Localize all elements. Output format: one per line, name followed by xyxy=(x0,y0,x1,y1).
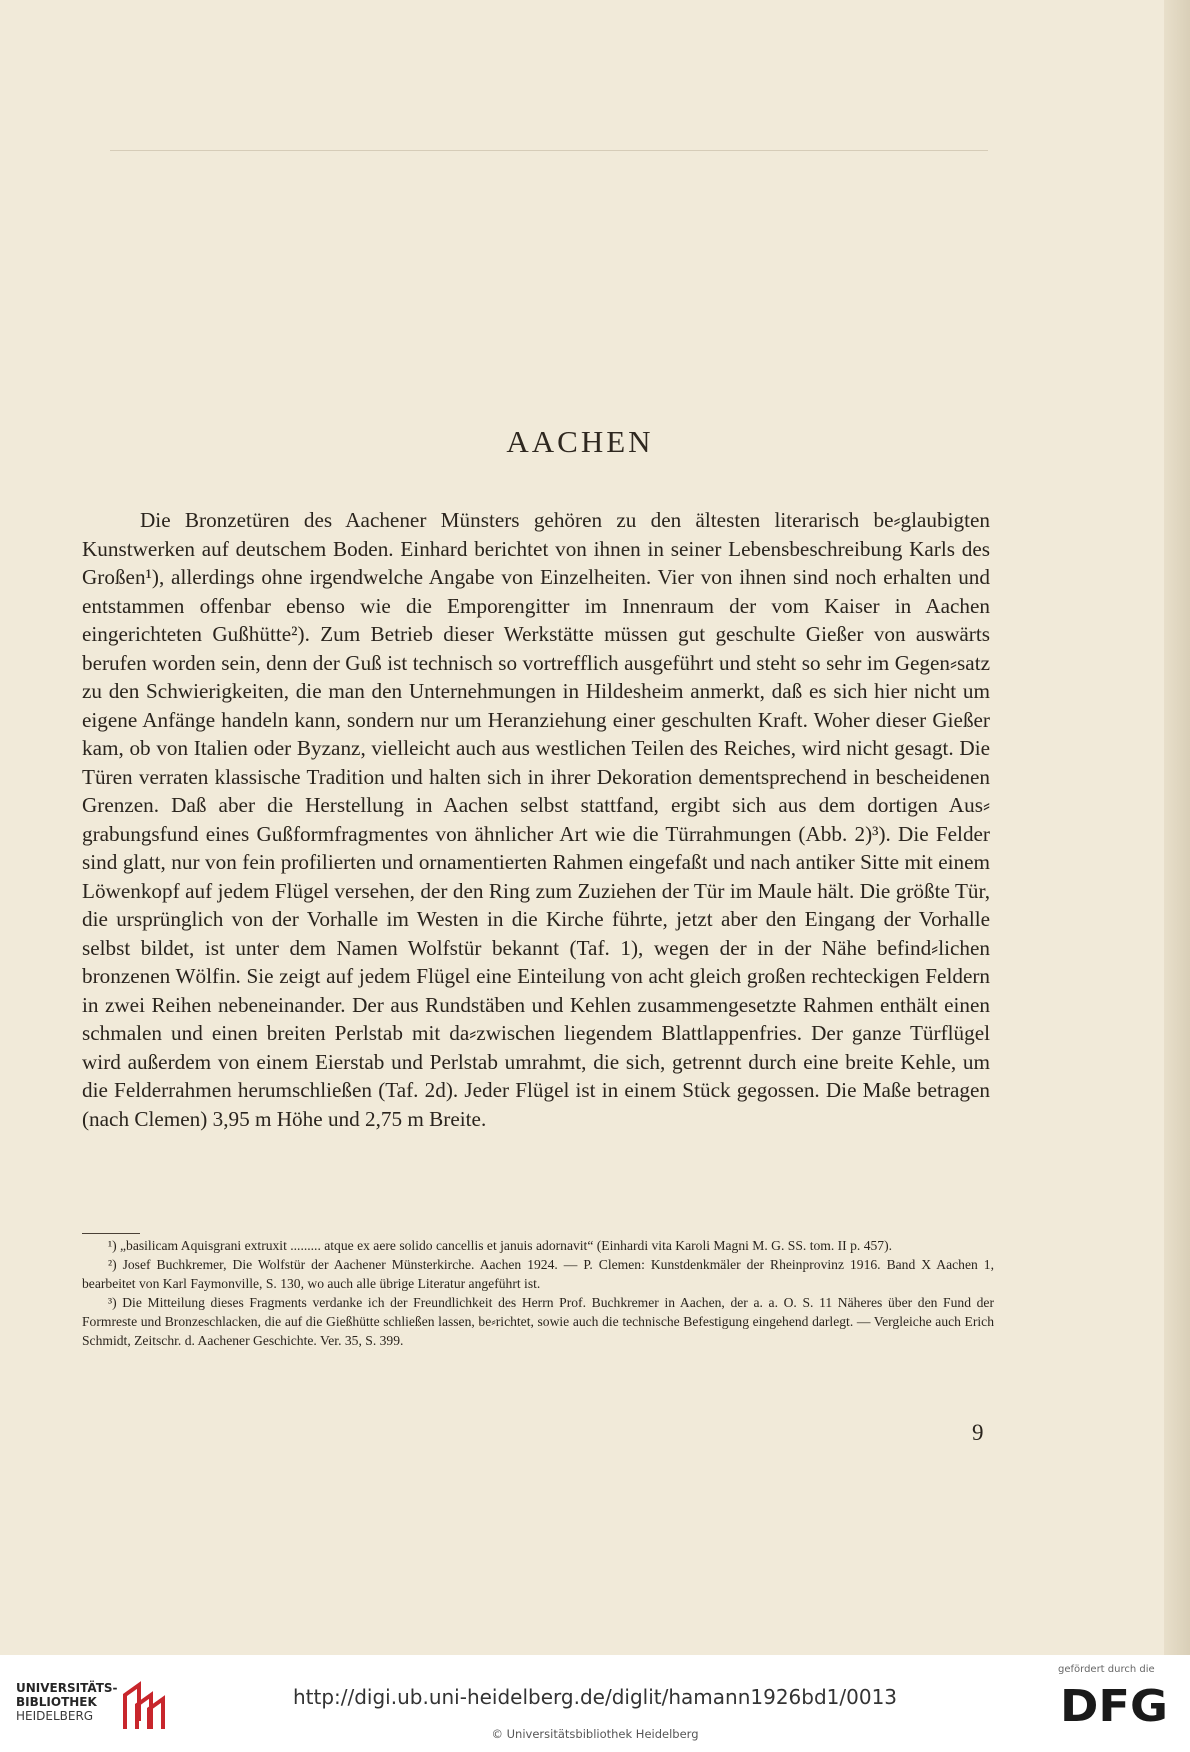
page-title: AACHEN xyxy=(506,424,654,459)
footnote-2: ²) Josef Buchkremer, Die Wolfstür der Aachener Münsterkirche. Aachen 1924. — P. Clemen: Kunstdenkmäler der Rheinprovinz 1916. Band X Aachen 1, bearbeitet von Karl Faymonville, S. 130, wo auch alle übrige Literatur angeführt ist. xyxy=(82,1257,994,1291)
library-name-line3: HEIDELBERG xyxy=(16,1709,94,1723)
page-edge xyxy=(1164,0,1190,1655)
footnote-3: ³) Die Mitteilung dieses Fragments verdanke ich der Freundlichkeit des Herrn Prof. Buchkremer in Aachen, der a. a. O. S. 11 Näheres über den Fund der Formreste und Bronzeschlacken, die auf die Gießhütte schließen lassen, be⸗richtet, sowie auch die technische Befestigung eingehend darlegt. — Vergleiche auch Erich Schmidt, Zeitschr. d. Aachener Geschichte. Ver. 35, S. 399. xyxy=(82,1295,994,1348)
footnote-rule xyxy=(82,1233,140,1234)
body-paragraph: Die Bronzetüren des Aachener Münsters gehören zu den ältesten literarisch be⸗glaubigten Kunstwerken auf deutschem Boden. Einhard berichtet von ihnen in seiner Lebensbeschreibung Karls des Großen¹), allerdings ohne irgendwelche Angabe von Einzelheiten. Vier von ihnen sind noch erhalten und entstammen offenbar ebenso wie die Emporengitter im Innenraum der vom Kaiser in Aachen eingerichteten Gußhütte²). Zum Betrieb dieser Werkstätte müssen gut geschulte Gießer von auswärts berufen worden sein, denn der Guß ist technisch so vortrefflich ausgeführt und steht so sehr im Gegen⸗satz zu den Schwierigkeiten, die man den Unternehmungen in Hildesheim anmerkt, daß es sich hier nicht um eigene Anfänge handeln kann, sondern nur um Heranziehung einer geschulten Kraft. Woher dieser Gießer kam, ob von Italien oder Byzanz, vielleicht auch aus westlichen Teilen des Reiches, wird nicht gesagt. Die Türen verraten klassische Tradition und halten sich in ihrer Dekoration dementsprechend in bescheidenen Grenzen. Daß aber die Herstellung in Aachen selbst stattfand, ergibt sich aus dem dortigen Aus⸗grabungsfund eines Gußformfragmentes von ähnlicher Art wie die Türrahmungen (Abb. 2)³). Die Felder sind glatt, nur von fein profilierten und ornamentierten Rahmen eingefaßt und nach antiker Sitte mit einem Löwenkopf auf jedem Flügel versehen, der den Ring zum Zuziehen der Tür im Maule hält. Die größte Tür, die ursprünglich von der Vorhalle im Westen in die Kirche führte, jetzt aber den Eingang der Vorhalle selbst bildet, ist unter dem Namen Wolfstür bekannt (Taf. 1), wegen der in der Nähe befind⸗lichen bronzenen Wölfin. Sie zeigt auf jedem Flügel eine Einteilung von acht gleich großen rechteckigen Feldern in zwei Reihen nebeneinander. Der aus Rundstäben und Kehlen zusammengesetzte Rahmen enthält einen schmalen und einen breiten Perlstab mit da⸗zwischen liegendem Blattlappenfries. Der ganze Türflügel wird außerdem von einem Eierstab und Perlstab umrahmt, die sich, getrennt durch eine breite Kehle, um die Felderrahmen herumschließen (Taf. 2d). Jeder Flügel ist in einem Stück gegossen. Die Maße betragen (nach Clemen) 3,95 m Höhe und 2,75 m Breite. xyxy=(82,508,990,1131)
library-name-line1: UNIVERSITÄTS- xyxy=(16,1681,118,1695)
show-through-rule xyxy=(110,150,988,151)
copyright-notice: © Universitätsbibliothek Heidelberg xyxy=(491,1727,699,1741)
dfg-logo[interactable] xyxy=(1060,1681,1170,1729)
dfg-logo-text: DFG xyxy=(1060,1681,1168,1729)
footnotes xyxy=(82,1236,994,1350)
page-number: 9 xyxy=(972,1420,984,1445)
permalink-url[interactable]: http://digi.ub.uni-heidelberg.de/diglit/hamann1926bd1/0013 xyxy=(292,1685,898,1709)
viewer-footer xyxy=(0,1655,1190,1752)
funding-caption: gefördert durch die xyxy=(1058,1664,1155,1675)
library-name-line2: BIBLIOTHEK xyxy=(16,1695,97,1709)
footnote-1: ¹) „basilicam Aquisgrani extruxit ......... atque ex aere solido cancellis et januis adornavit“ (Einhardi vita Karoli Magni M. G. SS. tom. II p. 457). xyxy=(108,1238,893,1253)
